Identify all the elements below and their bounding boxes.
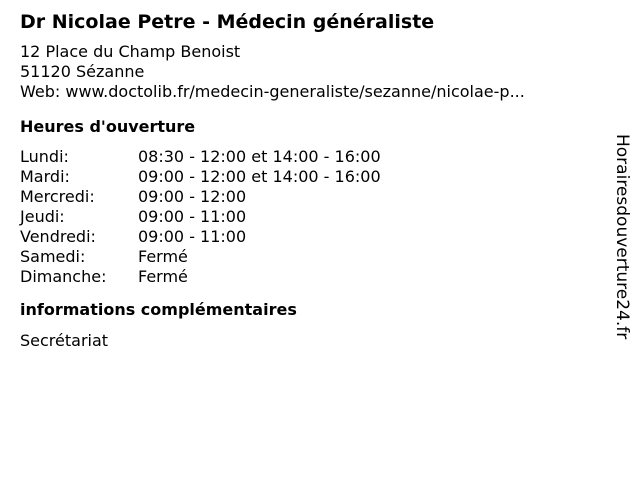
business-card bbox=[20, 8, 600, 351]
time-value: 09:00 - 11:00 bbox=[138, 207, 247, 226]
day-label: Mercredi: bbox=[20, 187, 95, 206]
day-label: Dimanche: bbox=[20, 267, 107, 286]
street-address: 12 Place du Champ Benoist bbox=[20, 42, 241, 61]
time-value: 09:00 - 12:00 bbox=[138, 187, 247, 206]
hours-row-sunday bbox=[20, 267, 600, 287]
opening-hours-table bbox=[20, 147, 600, 287]
day-label: Samedi: bbox=[20, 247, 86, 266]
time-value: 09:00 - 11:00 bbox=[138, 227, 247, 246]
day-label: Vendredi: bbox=[20, 227, 96, 246]
hours-row-saturday bbox=[20, 247, 600, 267]
additional-info-text: Secrétariat bbox=[20, 331, 109, 350]
hours-row-thursday bbox=[20, 207, 600, 227]
site-watermark: Horairesdouverture24.fr bbox=[612, 134, 632, 340]
time-value: Fermé bbox=[138, 267, 188, 286]
time-value: 08:30 - 12:00 et 14:00 - 16:00 bbox=[138, 147, 381, 166]
city-address: 51120 Sézanne bbox=[20, 62, 145, 81]
hours-row-monday bbox=[20, 147, 600, 167]
website-label: Web: bbox=[20, 82, 61, 101]
hours-row-friday bbox=[20, 227, 600, 247]
time-value: Fermé bbox=[138, 247, 188, 266]
hours-row-wednesday bbox=[20, 187, 600, 207]
address-block bbox=[20, 42, 600, 102]
website-link[interactable]: www.doctolib.fr/medecin-generaliste/sezanne/nicolae-p... bbox=[65, 82, 525, 101]
day-label: Mardi: bbox=[20, 167, 70, 186]
day-label: Lundi: bbox=[20, 147, 69, 166]
hours-row-tuesday bbox=[20, 167, 600, 187]
additional-info-heading: informations complémentaires bbox=[20, 300, 297, 319]
time-value: 09:00 - 12:00 et 14:00 - 16:00 bbox=[138, 167, 381, 186]
opening-hours-heading: Heures d'ouverture bbox=[20, 117, 196, 136]
day-label: Jeudi: bbox=[20, 207, 65, 226]
website-line bbox=[20, 82, 600, 102]
page-title: Dr Nicolae Petre - Médecin généraliste bbox=[20, 11, 435, 33]
